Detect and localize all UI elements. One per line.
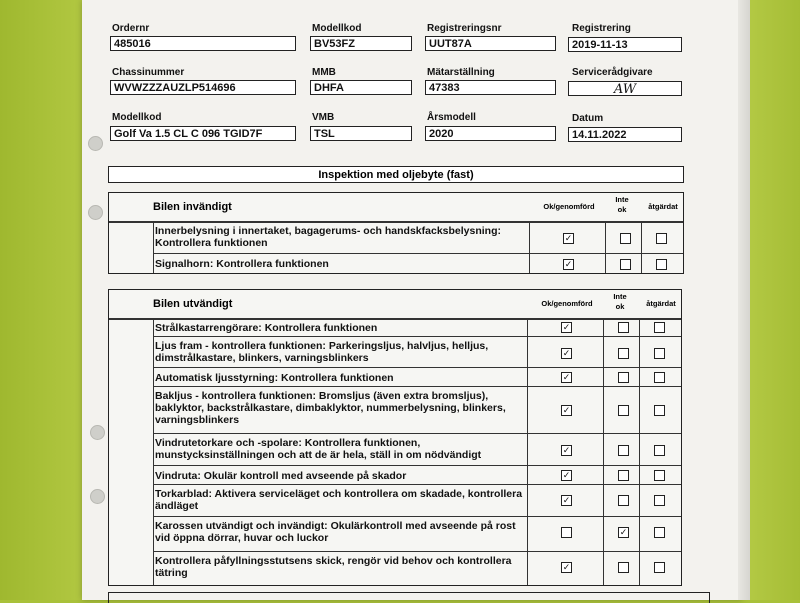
field-value-datum: 14.11.2022	[568, 127, 682, 142]
checkbox-ok[interactable]: ✓	[562, 405, 571, 415]
binder-hole-1	[88, 136, 103, 151]
table-row	[153, 484, 681, 517]
field-value-ordernr: 485016	[110, 36, 296, 51]
checkbox-done[interactable]	[654, 348, 665, 359]
binder-hole-2	[88, 205, 103, 220]
table-row	[153, 253, 683, 275]
table-row	[153, 367, 681, 387]
row-text: Automatisk ljusstyrning: Kontrollera funktionen	[155, 372, 394, 384]
field-label-modellkod-2: Modellkod	[112, 112, 162, 123]
checkbox-ok[interactable]: ✓	[562, 445, 571, 455]
field-label-modellkod: Modellkod	[312, 23, 362, 34]
checkbox-not-ok[interactable]	[618, 405, 629, 416]
row-text: Signalhorn: Kontrollera funktionen	[155, 258, 329, 270]
table-row	[153, 336, 681, 368]
field-label-chassinummer: Chassinummer	[112, 67, 185, 78]
background-left	[0, 0, 90, 600]
row-text: Karossen utvändigt och invändigt: Okulärkontroll med avseende på rost vid öppna dörrar, huvar och luckor	[155, 520, 516, 544]
section-header	[109, 193, 683, 223]
table-row	[153, 551, 681, 587]
row-text: Innerbelysning i innertaket, bagagerums- och handskfacksbelysning: Kontrollera funktionen	[155, 225, 502, 249]
row-text: Vindrutetorkare och -spolare: Kontrollera funktionen, munstycksinställningen och att de är hela, ställ in om nödvändigt	[155, 437, 482, 461]
checkbox-not-ok[interactable]	[618, 348, 629, 359]
section-title: Bilen invändigt	[153, 201, 232, 213]
next-section-box	[108, 592, 710, 603]
checkbox-ok[interactable]: ✓	[564, 259, 573, 269]
checkbox-not-ok[interactable]	[618, 562, 629, 573]
checkbox-not-ok[interactable]	[620, 233, 631, 244]
checkbox-done[interactable]	[654, 322, 665, 333]
field-value-registreringsnr: UUT87A	[425, 36, 556, 51]
checkbox-ok[interactable]: ✓	[562, 470, 571, 480]
section-header	[109, 290, 681, 320]
checkbox-done[interactable]	[656, 259, 667, 270]
col-header-ok: Ok/genomförd	[543, 202, 595, 211]
checkbox-not-ok[interactable]	[618, 445, 629, 456]
checkbox-not-ok[interactable]	[618, 470, 629, 481]
field-value-mmb: DHFA	[310, 80, 412, 95]
checkbox-ok[interactable]	[561, 527, 572, 538]
checkbox-ok[interactable]: ✓	[562, 562, 571, 572]
binder-hole-4	[90, 489, 105, 504]
row-text: Ljus fram - kontrollera funktionen: Parkeringsljus, halvljus, helljus, dimstrålkastare, blinkers, varningsblinkers	[155, 340, 489, 364]
row-text: Bakljus - kontrollera funktionen: Bromsljus (även extra bromsljus), baklyktor, backstrålkastare, dimbaklyktor, nummerbelysning, blinkers, varningsblinkers	[155, 390, 506, 426]
row-text: Kontrollera påfyllningsstutsens skick, rengör vid behov och kontrollera tätring	[155, 555, 512, 579]
checkbox-done[interactable]	[654, 445, 665, 456]
field-value-chassinummer: WVWZZZAUZLP514696	[110, 80, 296, 95]
field-label-registrering: Registrering	[572, 23, 631, 34]
checkbox-done[interactable]	[654, 527, 665, 538]
checkbox-done[interactable]	[654, 470, 665, 481]
checkbox-not-ok[interactable]	[620, 259, 631, 270]
checkbox-done[interactable]	[654, 562, 665, 573]
field-label-arsmodell: Årsmodell	[427, 112, 476, 123]
binder-hole-3	[90, 425, 105, 440]
field-value-arsmodell: 2020	[425, 126, 556, 141]
field-label-mmb: MMB	[312, 67, 336, 78]
table-row	[153, 222, 683, 253]
checkbox-done[interactable]	[654, 372, 665, 383]
row-text: Torkarblad: Aktivera serviceläget och kontrollera om skadade, kontrollera ändläget	[155, 488, 523, 512]
table-row	[153, 516, 681, 552]
col-header-ok-2: ok	[617, 205, 627, 214]
checkbox-ok[interactable]: ✓	[562, 495, 571, 505]
col-header-inte: Inte	[615, 195, 629, 204]
field-label-ordernr: Ordernr	[112, 23, 150, 34]
field-label-matarstallning: Mätarställning	[427, 67, 495, 78]
col-header-atgardat: åtgärdat	[648, 202, 678, 211]
checkbox-ok[interactable]: ✓	[562, 348, 571, 358]
row-text: Vindruta: Okulär kontroll med avseende på skador	[155, 470, 407, 482]
checkbox-ok[interactable]: ✓	[562, 372, 571, 382]
paper-edge	[738, 0, 750, 600]
checkbox-ok[interactable]: ✓	[564, 233, 573, 243]
field-value-modellkod: BV53FZ	[310, 36, 412, 51]
section-title: Bilen utvändigt	[153, 298, 233, 310]
field-label-registreringsnr: Registreringsnr	[427, 23, 502, 34]
field-value-servicerådgivare-signature: AW	[568, 81, 682, 96]
col-header-ok: Ok/genomförd	[541, 299, 593, 308]
table-row	[153, 386, 681, 434]
table-row	[153, 319, 681, 336]
field-label-vmb: VMB	[312, 112, 335, 123]
checkbox-not-ok[interactable]	[618, 372, 629, 383]
section-bilen-invandigt	[108, 192, 684, 274]
checkbox-done[interactable]	[654, 495, 665, 506]
field-label-datum: Datum	[572, 113, 604, 124]
checkbox-not-ok[interactable]	[618, 495, 629, 506]
col-header-inte: Inte	[613, 292, 627, 301]
checkbox-not-ok[interactable]	[618, 322, 629, 333]
section-bilen-utvandigt	[108, 289, 682, 586]
table-row	[153, 465, 681, 485]
field-value-registrering: 2019-11-13	[568, 37, 682, 52]
inspection-title: Inspektion med oljebyte (fast)	[108, 166, 684, 183]
checkbox-done[interactable]	[654, 405, 665, 416]
field-value-matarstallning: 47383	[425, 80, 556, 95]
col-header-ok-2: ok	[615, 302, 625, 311]
field-value-modellkod-2: Golf Va 1.5 CL C 096 TGID7F	[110, 126, 296, 141]
table-row	[153, 433, 681, 466]
checkbox-not-ok[interactable]: ✓	[619, 527, 628, 537]
checkbox-done[interactable]	[656, 233, 667, 244]
row-text: Strålkastarrengörare: Kontrollera funktionen	[155, 322, 378, 334]
col-header-atgardat: åtgärdat	[646, 299, 676, 308]
field-label-servicerådgivare: Servicerådgivare	[572, 67, 653, 78]
field-value-vmb: TSL	[310, 126, 412, 141]
checkbox-ok[interactable]: ✓	[562, 322, 571, 332]
